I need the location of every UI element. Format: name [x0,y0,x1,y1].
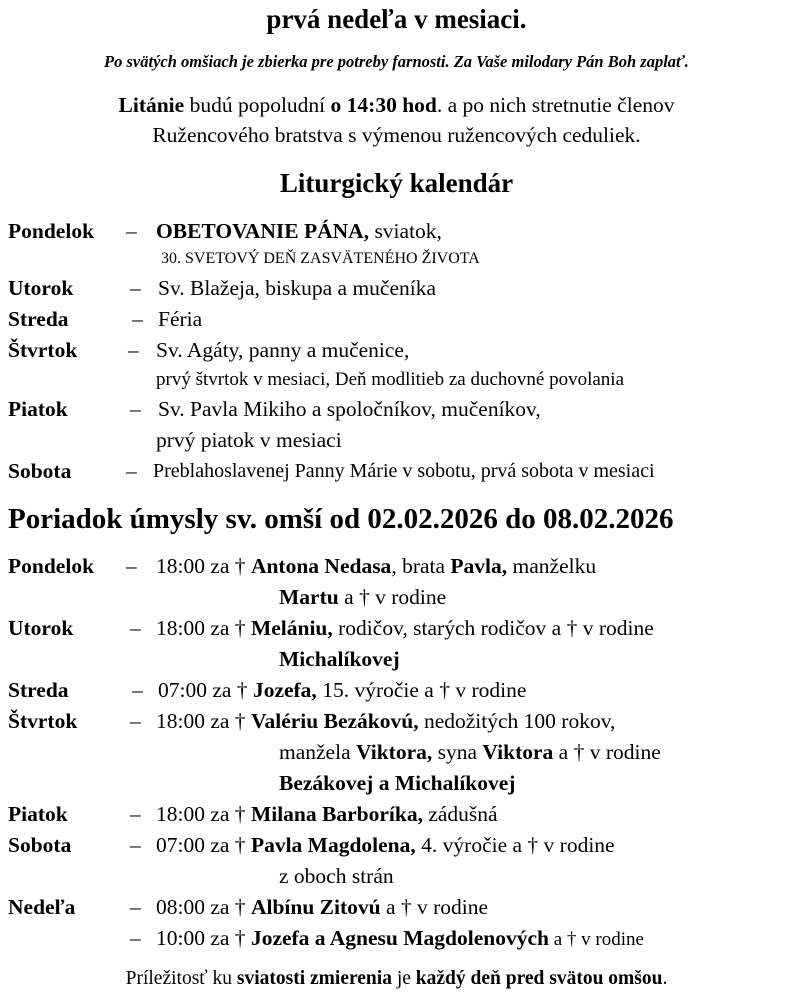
litanie-line-1 [0,93,793,118]
mass-text: manželku [507,554,597,578]
litanie-text-2: . a po nich stretnutie členov [436,93,675,117]
footer-text: . [662,968,668,989]
mass-name: Jozefa, [252,678,317,702]
cal-dash: – [126,459,137,483]
mass-intention-nedela-2 [156,926,644,951]
mass-intention-utorok [156,616,654,641]
mass-name: Albínu Zitovú [250,895,381,919]
mass-name: Michalíkovej [279,647,400,671]
confession-note [0,968,793,990]
mass-time: 18:00 za † [156,616,251,640]
mass-name: Jozefa a Agnesu Magdolenových [250,926,549,950]
mass-intention-nedela-1 [156,895,488,920]
cal-day-sobota: Sobota [8,459,72,483]
mass-intention-piatok [156,802,498,827]
cal-entry-sobota: Preblahoslavenej Panny Márie v sobotu, prvá sobota v mesiaci [153,460,655,482]
mass-text: , brata [391,554,451,578]
cal-entry-utorok: Sv. Blažeja, biskupa a mučeníka [158,276,437,300]
cal-day-piatok: Piatok [8,397,68,421]
mass-dash: – [130,895,141,919]
mass-name: Viktora [482,740,554,764]
footer-text: je [391,968,416,989]
mass-text: syna [432,740,483,764]
mass-intention-streda [158,678,526,703]
mass-text: a † v rodine [338,585,447,609]
mass-text: nedožitých 100 rokov, [418,709,616,733]
litanie-time: o 14:30 hod [330,93,437,117]
mass-intention-stvrtok-cont [279,740,661,765]
cal-entry-stvrtok: Sv. Agáty, panny a mučenice, [156,338,410,362]
mass-time: 18:00 za † [156,554,251,578]
mass-day-streda: Streda [8,678,69,702]
collection-note: Po svätých omšiach je zbierka pre potreby farnosti. Za Vaše milodary Pán Boh zaplať. [104,52,689,71]
feast-rank: sviatok, [369,219,442,243]
cal-sub-piatok: prvý piatok v mesiaci [156,428,342,452]
litanie-label: Litánie [118,93,185,117]
mass-text: 15. výročie a † v rodine [316,678,527,702]
mass-time: 08:00 za † [156,895,251,919]
mass-intention-stvrtok [156,709,615,734]
mass-day-sobota: Sobota [8,833,72,857]
mass-name: Pavla, [450,554,508,578]
mass-dash: – [130,833,141,857]
mass-dash: – [130,802,141,826]
mass-time: 10:00 za † [156,926,251,950]
cal-sub-stvrtok: prvý štvrtok v mesiaci, Deň modlitieb za duchovné povolania [156,369,625,390]
mass-text: a † v rodine [380,895,489,919]
mass-dash: – [126,554,137,578]
feast-name: OBETOVANIE PÁNA, [156,219,370,243]
mass-name: Viktora, [356,740,433,764]
mass-intention-sobota [156,833,615,858]
mass-text: a † v rodine [548,929,644,950]
mass-time: 18:00 za † [156,802,251,826]
cal-day-stvrtok: Štvrtok [8,338,78,362]
mass-dash: – [132,678,143,702]
mass-name: Valériu Bezákovú, [250,709,419,733]
mass-intention-sobota-cont: z oboch strán [279,864,394,888]
mass-intention-pondelok [156,554,596,579]
mass-text: manžela [279,740,356,764]
cal-day-pondelok: Pondelok [8,219,95,243]
mass-dash: – [130,616,141,640]
cal-dash: – [130,397,141,421]
cal-day-utorok: Utorok [8,276,74,300]
calendar-title: Liturgický kalendár [279,168,514,198]
cal-sub-pondelok: 30. SVETOVÝ DEŇ ZASVÄTENÉHO ŽIVOTA [161,250,480,267]
mass-text: 4. výročie a † v rodine [415,833,615,857]
cal-day-streda: Streda [8,307,69,331]
mass-day-nedela: Nedeľa [8,895,76,919]
mass-dash: – [130,709,141,733]
mass-text: zádušná [422,802,498,826]
footer-bold: sviatosti zmierenia [236,968,392,989]
mass-name: Antona Nedasa [250,554,392,578]
mass-day-utorok: Utorok [8,616,74,640]
litanie-line-2: Ružencového bratstva s výmenou ružencových ceduliek. [152,123,641,147]
mass-text: rodičov, starých rodičov a † v rodine [332,616,654,640]
page-title: prvá nedeľa v mesiaci. [266,4,527,34]
mass-time: 07:00 za † [158,678,253,702]
cal-entry-streda: Féria [158,307,203,331]
mass-intention-utorok-cont [279,647,400,672]
mass-text: a † v rodine [553,740,661,764]
mass-name: Bezákovej a Michalíkovej [279,771,516,795]
footer-text: Príležitosť ku [125,968,237,989]
mass-name: Martu [279,585,339,609]
mass-time: 07:00 za † [156,833,251,857]
mass-dash: – [130,926,141,950]
masses-title: Poriadok úmysly sv. omší od 02.02.2026 do 08.02.2026 [8,503,674,535]
footer-bold: každý deň pred svätou omšou [415,968,663,989]
mass-day-pondelok: Pondelok [8,554,95,578]
mass-name: Milana Barboríka, [250,802,423,826]
mass-name: Melániu, [250,616,333,640]
cal-dash: – [128,338,139,362]
cal-entry-piatok: Sv. Pavla Mikiho a spoločníkov, mučeníkov, [158,397,541,421]
cal-dash: – [130,276,141,300]
mass-intention-stvrtok-cont-2 [279,771,515,796]
mass-name: Pavla Magdolena, [250,833,416,857]
cal-entry-pondelok [156,219,442,244]
cal-dash: – [132,307,143,331]
mass-intention-pondelok-cont [279,585,446,610]
mass-time: 18:00 za † [156,709,251,733]
mass-day-piatok: Piatok [8,802,68,826]
cal-dash: – [126,219,137,243]
mass-day-stvrtok: Štvrtok [8,709,78,733]
litanie-text: budú popoludní [184,93,331,117]
